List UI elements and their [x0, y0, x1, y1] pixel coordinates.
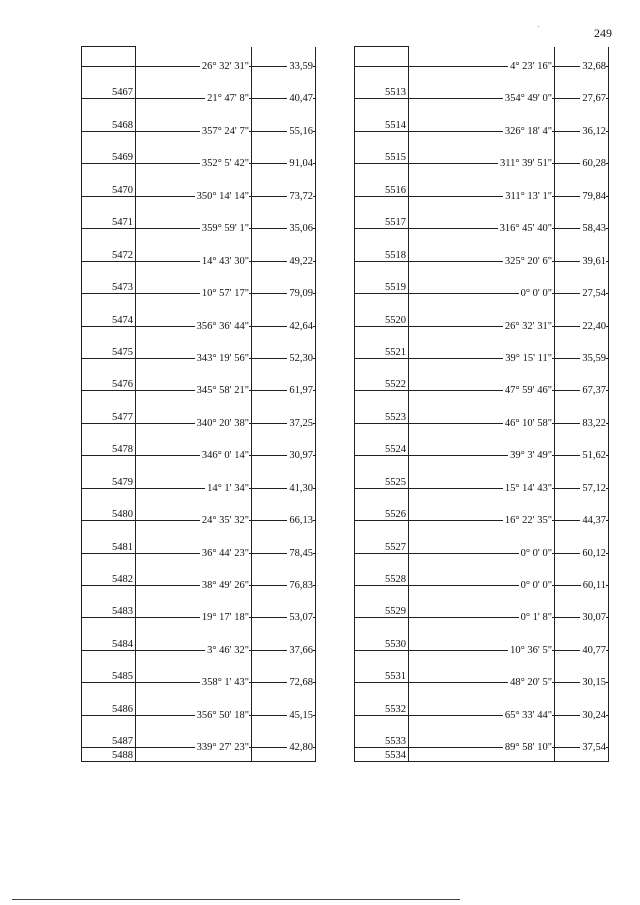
distance-cell	[252, 488, 316, 527]
distance-cell	[252, 683, 316, 721]
point-number-cell: 5529	[355, 586, 409, 618]
bearing-value: 0° 0' 0"	[520, 580, 552, 591]
distance-value: 72,68	[289, 677, 313, 689]
bearing-cell	[136, 618, 252, 656]
bearing-value: 3° 46' 32"	[207, 644, 249, 656]
distance-value: 58,43	[582, 223, 606, 235]
bearing-value: 26° 32' 31"	[504, 320, 552, 332]
distance-cell	[555, 456, 609, 494]
table-row	[355, 553, 609, 585]
distance-cell	[252, 748, 316, 762]
bearing-cell	[409, 358, 555, 397]
point-number-cell: 5518	[355, 229, 409, 261]
point-number-cell: 5478	[82, 423, 136, 455]
point-number-cell: 5482	[82, 553, 136, 585]
bearing-cell	[136, 650, 252, 689]
table-row	[355, 618, 609, 650]
distance-cell	[555, 650, 609, 689]
point-number-cell: 5534	[355, 748, 409, 762]
bearing-value: 343° 19' 56"	[196, 352, 249, 364]
bearing-value: 38° 49' 26"	[201, 580, 249, 591]
distance-cell	[252, 553, 316, 591]
table-row	[355, 131, 609, 163]
table-row	[82, 748, 316, 762]
distance-cell	[555, 229, 609, 267]
point-number-cell: 5480	[82, 488, 136, 520]
bearing-cell	[409, 715, 555, 754]
table-row	[82, 683, 316, 715]
distance-value: 30,24	[582, 709, 606, 721]
table-row	[355, 748, 609, 762]
distance-value: 52,30	[289, 352, 313, 364]
distance-value: 41,30	[289, 482, 313, 494]
table-row	[82, 423, 316, 455]
bearing-cell	[409, 164, 555, 202]
distance-value: 42,80	[289, 742, 313, 754]
bearing-value: 356° 50' 18"	[196, 709, 249, 721]
distance-cell	[555, 423, 609, 462]
distance-cell	[555, 99, 609, 137]
bearing-cell	[409, 748, 555, 762]
bearing-value: 311° 13' 1"	[505, 190, 552, 202]
distance-value: 39,61	[582, 255, 606, 267]
bearing-value: 350° 14' 14"	[196, 190, 249, 202]
scan-artifact	[538, 26, 539, 27]
point-number-cell: 5467	[82, 67, 136, 99]
point-number-cell: 5526	[355, 488, 409, 520]
bearing-value: 0° 1' 8"	[520, 612, 552, 624]
bearing-value: 352° 5' 42"	[201, 158, 249, 170]
table-row	[82, 99, 316, 131]
bearing-cell	[409, 229, 555, 267]
point-number-cell: 5481	[82, 521, 136, 553]
distance-cell	[252, 99, 316, 137]
distance-value: 78,45	[289, 547, 313, 559]
point-number-cell	[355, 47, 409, 67]
distance-value: 53,07	[289, 612, 313, 624]
table-row	[355, 423, 609, 455]
point-number-cell: 5470	[82, 164, 136, 196]
table-row	[82, 488, 316, 520]
bearing-cell	[409, 196, 555, 235]
table-row	[355, 358, 609, 390]
point-number-cell: 5477	[82, 391, 136, 423]
point-number-cell: 5484	[82, 618, 136, 650]
bearing-value: 19° 17' 18"	[201, 612, 249, 624]
distance-cell	[252, 618, 316, 656]
table-row	[355, 391, 609, 423]
table-row	[355, 99, 609, 131]
point-number-cell: 5487	[82, 715, 136, 747]
distance-cell	[252, 586, 316, 624]
distance-value: 60,11	[582, 580, 606, 591]
bearing-value: 346° 0' 14"	[201, 450, 249, 462]
distance-cell	[555, 391, 609, 429]
point-number-cell: 5483	[82, 586, 136, 618]
distance-value: 37,66	[289, 644, 313, 656]
bearing-value: 36° 44' 23"	[201, 547, 249, 559]
point-number-cell: 5533	[355, 715, 409, 747]
table-row	[355, 164, 609, 196]
distance-value: 35,59	[582, 352, 606, 364]
distance-cell	[555, 618, 609, 656]
bearing-value: 89° 58' 10"	[504, 742, 552, 754]
distance-value: 76,83	[289, 580, 313, 591]
point-number-cell: 5519	[355, 261, 409, 293]
distance-value: 79,09	[289, 288, 313, 300]
point-number-cell: 5475	[82, 326, 136, 358]
distance-cell	[252, 423, 316, 462]
table-row	[82, 294, 316, 326]
bearing-value: 48° 20' 5"	[510, 677, 552, 689]
distance-cell	[252, 164, 316, 202]
point-number-cell: 5472	[82, 229, 136, 261]
left-coordinate-table	[81, 46, 316, 762]
table-row	[355, 650, 609, 682]
distance-value: 45,15	[289, 709, 313, 721]
bearing-cell	[136, 294, 252, 332]
table-row	[82, 164, 316, 196]
distance-value: 73,72	[289, 190, 313, 202]
distance-value: 67,37	[582, 385, 606, 397]
bearing-cell	[136, 164, 252, 202]
bearing-value: 46° 10' 58"	[504, 417, 552, 429]
bearing-cell	[136, 67, 252, 105]
distance-value: 61,97	[289, 385, 313, 397]
bearing-value: 316° 45' 40"	[499, 223, 552, 235]
distance-cell	[252, 391, 316, 429]
bearing-cell	[136, 196, 252, 235]
point-number-cell: 5530	[355, 618, 409, 650]
point-number-cell: 5469	[82, 131, 136, 163]
bearing-value: 39° 3' 49"	[510, 450, 552, 462]
distance-cell	[252, 67, 316, 105]
bearing-value: 354° 49' 0"	[504, 93, 552, 105]
distance-cell	[555, 488, 609, 527]
point-number-cell: 5531	[355, 650, 409, 682]
bearing-cell	[409, 67, 555, 105]
bearing-cell	[409, 683, 555, 721]
point-number-cell: 5468	[82, 99, 136, 131]
table-row	[355, 586, 609, 618]
bearing-cell	[409, 650, 555, 689]
bearing-value: 340° 20' 38"	[196, 417, 249, 429]
point-number-cell: 5524	[355, 423, 409, 455]
table-row	[82, 553, 316, 585]
table-row	[82, 358, 316, 390]
left-table-body	[82, 47, 316, 762]
bearing-cell	[136, 456, 252, 494]
bearing-cell	[409, 423, 555, 462]
point-number-cell: 5471	[82, 196, 136, 228]
bearing-cell	[409, 261, 555, 300]
bearing-cell	[409, 553, 555, 591]
distance-cell	[555, 553, 609, 591]
distance-cell	[252, 715, 316, 754]
distance-cell	[555, 196, 609, 235]
distance-cell	[555, 715, 609, 754]
bearing-cell	[409, 294, 555, 332]
distance-value: 27,67	[582, 93, 606, 105]
bearing-value: 10° 36' 5"	[510, 644, 552, 656]
distance-value: 49,22	[289, 255, 313, 267]
table-row	[355, 196, 609, 228]
table-row	[82, 326, 316, 358]
bearing-cell	[136, 131, 252, 170]
distance-value: 22,40	[582, 320, 606, 332]
point-number-cell: 5532	[355, 683, 409, 715]
table-row	[82, 715, 316, 747]
distance-cell	[252, 229, 316, 267]
bearing-value: 326° 18' 4"	[504, 125, 552, 137]
bearing-cell	[136, 586, 252, 624]
table-row	[82, 618, 316, 650]
distance-cell	[252, 261, 316, 300]
distance-cell	[252, 358, 316, 397]
distance-value: 57,12	[582, 482, 606, 494]
right-coordinate-table	[354, 46, 609, 762]
bearing-cell	[409, 456, 555, 494]
table-row	[82, 650, 316, 682]
distance-cell	[252, 131, 316, 170]
bearing-cell	[136, 521, 252, 559]
bearing-value: 356° 36' 44"	[196, 320, 249, 332]
table-row	[82, 196, 316, 228]
table-row	[82, 47, 316, 67]
table-row	[82, 67, 316, 99]
distance-value: 60,28	[582, 158, 606, 170]
bearing-value: 325° 20' 6"	[504, 255, 552, 267]
point-number-cell: 5527	[355, 521, 409, 553]
distance-cell	[555, 748, 609, 762]
distance-value: 30,97	[289, 450, 313, 462]
point-number-cell: 5513	[355, 67, 409, 99]
bearing-cell	[409, 618, 555, 656]
distance-cell	[555, 586, 609, 624]
bearing-value: 0° 0' 0"	[520, 288, 552, 300]
table-row	[355, 261, 609, 293]
bearing-cell	[136, 715, 252, 754]
footer-rule	[12, 899, 460, 900]
bearing-value: 65° 33' 44"	[504, 709, 552, 721]
bearing-value: 357° 24' 7"	[201, 125, 249, 137]
distance-cell	[252, 294, 316, 332]
point-number-cell: 5516	[355, 164, 409, 196]
table-row	[82, 391, 316, 423]
table-row	[82, 131, 316, 163]
bearing-cell	[136, 553, 252, 591]
bearing-value: 339° 27' 23"	[196, 742, 249, 754]
point-number-cell: 5488	[82, 748, 136, 762]
page-number: 249	[594, 26, 612, 40]
bearing-cell	[409, 326, 555, 364]
bearing-value: 24° 35' 32"	[201, 515, 249, 527]
distance-cell	[555, 67, 609, 105]
bearing-cell	[409, 391, 555, 429]
bearing-cell	[409, 521, 555, 559]
bearing-value: 14° 43' 30"	[201, 255, 249, 267]
bearing-value: 359° 59' 1"	[201, 223, 249, 235]
bearing-cell	[136, 748, 252, 762]
point-number-cell: 5476	[82, 358, 136, 390]
bearing-value: 4° 23' 16"	[510, 61, 552, 72]
distance-value: 35,06	[289, 223, 313, 235]
point-number-cell: 5514	[355, 99, 409, 131]
distance-value: 60,12	[582, 547, 606, 559]
point-number-cell: 5485	[82, 650, 136, 682]
bearing-cell	[409, 586, 555, 624]
bearing-value: 26° 32' 31"	[201, 61, 249, 72]
distance-value: 66,13	[289, 515, 313, 527]
right-table-body	[355, 47, 609, 762]
distance-value: 51,62	[582, 450, 606, 462]
bearing-value: 0° 0' 0"	[520, 547, 552, 559]
bearing-cell	[136, 261, 252, 300]
point-number-cell: 5515	[355, 131, 409, 163]
distance-cell	[555, 47, 609, 72]
distance-value: 91,04	[289, 158, 313, 170]
bearing-cell	[409, 47, 555, 72]
point-number-cell: 5474	[82, 294, 136, 326]
distance-cell	[252, 650, 316, 689]
bearing-value: 47° 59' 46"	[504, 385, 552, 397]
distance-value: 79,84	[582, 190, 606, 202]
distance-value: 55,16	[289, 125, 313, 137]
bearing-cell	[136, 326, 252, 364]
table-row	[82, 586, 316, 618]
point-number-cell: 5522	[355, 358, 409, 390]
table-row	[82, 456, 316, 488]
distance-cell	[555, 683, 609, 721]
point-number-cell: 5520	[355, 294, 409, 326]
table-row	[355, 47, 609, 67]
distance-cell	[252, 521, 316, 559]
table-row	[355, 715, 609, 747]
distance-cell	[252, 47, 316, 72]
bearing-cell	[409, 488, 555, 527]
distance-cell	[252, 196, 316, 235]
point-number-cell: 5528	[355, 553, 409, 585]
table-row	[355, 229, 609, 261]
bearing-cell	[136, 229, 252, 267]
distance-cell	[555, 358, 609, 397]
bearing-value: 358° 1' 43"	[201, 677, 249, 689]
table-row	[355, 488, 609, 520]
point-number-cell: 5479	[82, 456, 136, 488]
bearing-value: 16° 22' 35"	[504, 515, 552, 527]
distance-cell	[555, 261, 609, 300]
distance-cell	[555, 131, 609, 170]
bearing-value: 14° 1' 34"	[207, 482, 249, 494]
bearing-value: 345° 58' 21"	[196, 385, 249, 397]
distance-cell	[555, 164, 609, 202]
point-number-cell: 5521	[355, 326, 409, 358]
distance-cell	[555, 326, 609, 364]
distance-value: 30,15	[582, 677, 606, 689]
distance-value: 42,64	[289, 320, 313, 332]
table-row	[355, 326, 609, 358]
distance-value: 40,47	[289, 93, 313, 105]
point-number-cell: 5517	[355, 196, 409, 228]
bearing-cell	[136, 683, 252, 721]
table-row	[82, 229, 316, 261]
bearing-cell	[136, 99, 252, 137]
distance-value: 30,07	[582, 612, 606, 624]
bearing-cell	[409, 131, 555, 170]
table-row	[355, 67, 609, 99]
table-row	[82, 521, 316, 553]
distance-value: 37,54	[582, 742, 606, 754]
bearing-value: 311° 39' 51"	[500, 158, 552, 170]
bearing-cell	[136, 423, 252, 462]
bearing-value: 39° 15' 11"	[505, 352, 552, 364]
distance-value: 37,25	[289, 417, 313, 429]
distance-value: 32,68	[582, 61, 606, 72]
bearing-cell	[136, 47, 252, 72]
distance-cell	[252, 326, 316, 364]
bearing-cell	[409, 99, 555, 137]
point-number-cell: 5473	[82, 261, 136, 293]
table-row	[355, 521, 609, 553]
distance-value: 44,37	[582, 515, 606, 527]
point-number-cell: 5525	[355, 456, 409, 488]
bearing-value: 15° 14' 43"	[504, 482, 552, 494]
distance-cell	[555, 521, 609, 559]
point-number-cell	[82, 47, 136, 67]
distance-value: 83,22	[582, 417, 606, 429]
bearing-value: 21° 47' 8"	[207, 93, 249, 105]
table-row	[355, 294, 609, 326]
bearing-cell	[136, 391, 252, 429]
point-number-cell: 5523	[355, 391, 409, 423]
bearing-value: 10° 57' 17"	[201, 288, 249, 300]
distance-value: 27,54	[582, 288, 606, 300]
distance-value: 33,59	[289, 61, 313, 72]
point-number-cell: 5486	[82, 683, 136, 715]
distance-value: 36,12	[582, 125, 606, 137]
table-row	[82, 261, 316, 293]
table-row	[355, 683, 609, 715]
distance-value: 40,77	[582, 644, 606, 656]
bearing-cell	[136, 488, 252, 527]
distance-cell	[555, 294, 609, 332]
distance-cell	[252, 456, 316, 494]
bearing-cell	[136, 358, 252, 397]
table-row	[355, 456, 609, 488]
